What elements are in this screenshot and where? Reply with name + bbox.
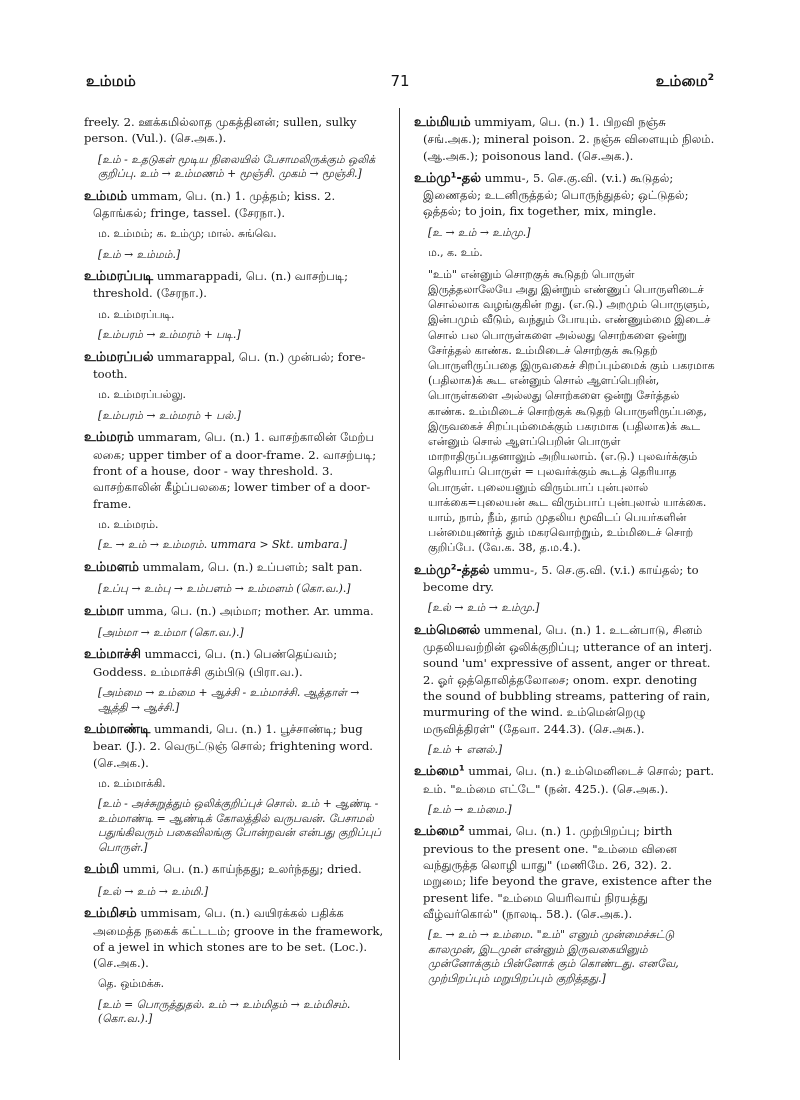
dictionary-entry	[414, 823, 716, 922]
entry-headword: உம்மு²-த்தல்	[414, 562, 490, 578]
dictionary-entry	[84, 603, 386, 620]
entry-headword: உம்மரப்பல்	[84, 349, 154, 365]
entry-definition: ummiyam, பெ. (n.) 1. பிறவி நஞ்சு (சங்.அக.); mineral poison. 2. நஞ்சு விளையும் நிலம். (ஆ.அக.); poisonous land. (செ.அக.).	[423, 115, 715, 163]
entry-definition: ummarappadi, பெ. (n.) வாசற்படி; threshold. (சேரநா.).	[93, 269, 349, 301]
etymology-note: [உம் - உதடுகள் மூடிய நிலையில் பேசாமலிருக்கும் ஒலிக் குறிப்பு. உம் → உம்மணம் + மூஞ்சி. முகம் → மூஞ்சி.]	[98, 152, 376, 181]
etymology-note: [உப்பு → உம்பு → உம்பளம் → உம்மளம் (கொ.வ.).]	[98, 582, 351, 596]
cognate-note: ம. உம்மரப்படி.	[98, 307, 175, 321]
entry-headword: உம்மெனல்	[414, 622, 481, 638]
etymology-note: [உ → உம் → உம்மரம். ummara > Skt. umbara.]	[98, 538, 347, 552]
etymology-note: [உ → உம் → உம்மு.]	[428, 225, 531, 239]
etymology-note: [உம் → உம்மை.]	[428, 802, 512, 816]
header-left-word: உம்மம்	[86, 72, 136, 90]
cognate-note: ம. உம்மாக்கி.	[98, 776, 166, 790]
etymology-note: [உம் - அச்சுறுத்தும் ஒலிக்குறிப்புச் சொல். உம் + ஆண்டி - உம்மாண்டி = ஆண்டிக் கோலத்தில் வருபவன். பேசாமல் பதுங்கிவரும் பகைவிலங்கு போன்றவன் என்பது குறிப்புப் பொருள்.]	[98, 797, 382, 854]
entry-headword: உம்மிசம்	[84, 906, 137, 922]
dictionary-entry	[84, 646, 386, 680]
dictionary-entry	[84, 905, 386, 971]
entry-definition: ummai, பெ. (n.) உம்மெனிடைச் சொல்; part. உம். "உம்மை எட்டே" (நன். 425.). (செ.அக.).	[423, 764, 715, 796]
entry-continuation: freely. 2. ஊக்கமில்லாத முகத்தினன்; sullen, sulky person. (Vul.). (செ.அக.).	[84, 115, 357, 146]
entry-definition: ummenal, பெ. (n.) 1. உடன்பாடு, சினம் முதலியவற்றின் ஒலிக்குறிப்பு; utterance of an interj. sound 'um' expressive of assent, anger or threat. 2. ஓர் ஒத்தொலித்தலோசை; onom. expr. denoting the sound of bubbling streams, pattering of rain, murmuring of the wind. உம்மென்றெழு மருவித்திரள்" (தேவா. 244.3). (செ.அக.).	[423, 622, 713, 736]
header-right-word	[656, 72, 714, 92]
dictionary-entry	[84, 861, 386, 878]
entry-headword: உம்மியம்	[414, 115, 471, 130]
header-right-sup: 2	[707, 73, 714, 83]
etymology-note: [உம் = பொருத்துதல். உம் → உம்மிதம் → உம்மிசம். (கொ.வ.).]	[98, 997, 351, 1026]
etymology-note: [உல் → உம் → உம்மு.]	[428, 601, 540, 615]
usage-paragraph: "உம்" என்னும் சொறகுக் கூடுதற் பொருள் இருத்தலாலேயே அது இன்றும் எண்ணுப் பொருளிடைச் சொல்லாக வழங்குகின் றது. (எ.டு.) அறமும் பொருளும், இன்பமும் வீடும், வந்தும் போயும். எண்ணும்மை இடைச் சொல் பல பொருள்களை அல்லது சொற்களை ஒன்று சேர்த்தல் காண்க. உம்மிடைச் சொற்குக் கூடுதற் பொருளிருப்பதை இருவகைச் சிறப்பும்மைக் கும் பகரமாக (பதிலாக)க் கூட என்னும் சொல் ஆளப்பெறின், பொருள்களை அல்லது சொற்களை ஒன்று சேர்த்தல் காண்க. உம்மிடைச் சொற்குக் கூடுதற் பொருளிருப்பதை, இருவகைச் சிறப்பும்மைக்கும் பகரமாக (பதிலாக)க் கூட என்னும் சொல் ஆளப்பெறின் பொருள் மாறாதிருப்பதனாலும் அறியலாம். (எ.டு.) புலவர்க்கும் தெரியாப் பொருள் = புலவர்க்கும் கூடத் தெரியாத பொருள். புலையனும் விரும்பாப் புன்புலால் யாக்கை=புலையன் கூட விரும்பாப் புன்புலால் யாக்கை. யாம், நாம், நீம், தாம் முதலிய மூவிடப் பெயர்களின் பன்மையுணர்த் தும் மகரவொற்றும், உம்மிடைச் சொற் குறிப்பே. (வே.க. 38, த.ம.4.).	[428, 267, 715, 555]
entry-definition: umma, பெ. (n.) அம்மா; mother. Ar. umma.	[123, 603, 374, 618]
entry-definition: ummisam, பெ. (n.) வயிரக்கல் பதிக்க அமைத்த நகைக் கட்டடம்; groove in the framework, of a jewel in which stones are to be set. (Loc.). (செ.அக.).	[93, 906, 384, 971]
entry-headword: உம்மாண்டி	[84, 722, 151, 738]
etymology-note: [உம்பரம் → உம்மரம் + படி.]	[98, 328, 241, 342]
dictionary-entry	[84, 721, 386, 771]
cognate-note: தெ. ஒம்மக்சு.	[98, 977, 165, 991]
entry-definition: ummalam, பெ. (n.) உப்பளம்; salt pan.	[138, 559, 363, 574]
entry-headword: உம்மாச்சி	[84, 647, 141, 663]
etymology-note: [உ → உம் → உம்மை. "உம்" எனும் முன்மைச்சுட்டு காலமுன், இடமுன் என்னும் இருவகையினும் முன்னோக்கும் பின்னோக் கும் கொண்டது. எனவே, முற்பிறப்பும் மறுபிறப்பும் குறித்தது.]	[428, 928, 679, 985]
entry-headword: உம்மை²	[414, 824, 465, 840]
entry-headword: உம்மை¹	[414, 764, 465, 780]
dictionary-entry	[84, 188, 386, 222]
entry-headword: உம்மா	[84, 603, 124, 619]
cognate-note: ம. உம்மம்; க. உம்மு; மால். சுங்வெ.	[98, 227, 277, 241]
header-right-word-text: உம்மை	[655, 72, 708, 90]
cognate-note: ம. உம்மரம்.	[98, 517, 159, 531]
etymology-note: [அம்மா → உம்மா (கொ.வ.).]	[98, 625, 244, 639]
etymology-note: [உம் → உம்மம்.]	[98, 247, 181, 261]
etymology-note: [அம்மை → உம்மை + ஆச்சி - உம்மாச்சி. ஆத்தாள் → ஆத்தி → ஆச்சி.]	[98, 686, 360, 714]
etymology-note: [உம்பரம் → உம்மரம் + பல்.]	[98, 408, 241, 422]
entry-definition: ummu-, 5. செ.கு.வி. (v.i.) காய்தல்; to become dry.	[423, 562, 699, 594]
entry-definition: ummi, பெ. (n.) காய்ந்தது; உலர்ந்தது; dried.	[119, 862, 362, 877]
dictionary-entry	[414, 622, 716, 737]
entry-definition: ummandi, பெ. (n.) 1. பூச்சாண்டி; bug bear. (J.). 2. வெருட்டுஞ் சொல்; frightening word. (செ.அக.).	[93, 722, 373, 770]
entry-definition: ummu-, 5. செ.கு.வி. (v.i.) கூடுதல்; இணைதல்; உடனிருத்தல்; பொருந்துதல்; ஒட்டுதல்; ஒத்தல்; to join, fix together, mix, mingle.	[423, 170, 689, 219]
entry-headword: உம்மு¹-தல்	[414, 170, 482, 186]
right-column	[414, 114, 716, 992]
dictionary-entry	[84, 429, 386, 511]
column-divider	[399, 108, 400, 1060]
entry-definition: ummai, பெ. (n.) 1. முற்பிறப்பு; birth previous to the present one. "உம்மை வினை வந்துருத்த லொழி யாது" (மணிமே. 26, 32). 2. மறுமை; life beyond the grave, existence after the present life. "உம்மை யெரிவாய் நிரயத்து வீழ்வர்கொல்" (நாலடி. 58.). (செ.அக.).	[423, 824, 712, 921]
dictionary-entry	[84, 268, 386, 302]
entry-definition: ummacci, பெ. (n.) பெண்தெய்வம்; Goddess. உம்மாச்சி கும்பிடு (பிரா.வ.).	[93, 647, 338, 679]
entry-definition: ummaram, பெ. (n.) 1. வாசற்காலின் மேற்ப லகை; upper timber of a door-frame. 2. வாசற்படி; front of a house, door - way threshold. 3. வாசற்காலின் கீழ்ப்பலகை; lower timber of a door-frame.	[93, 430, 377, 511]
left-column	[84, 114, 386, 1033]
dictionary-entry	[414, 562, 716, 596]
entry-headword: உம்மளம்	[84, 559, 139, 575]
entry-headword: உம்மரப்படி	[84, 269, 154, 285]
page-number: 71	[390, 72, 410, 90]
entry-headword: உம்மி	[84, 862, 120, 878]
entry-definition: ummam, பெ. (n.) 1. முத்தம்; kiss. 2. தொங்கல்; fringe, tassel. (சேரநா.).	[93, 188, 336, 220]
dictionary-entry	[414, 763, 716, 797]
cognate-note: ம., க. உம்.	[428, 246, 483, 260]
etymology-note: [உம் + எனல்.]	[428, 742, 503, 756]
dictionary-entry	[414, 170, 716, 220]
dictionary-entry	[84, 559, 386, 576]
page-header	[86, 72, 714, 94]
cognate-note: ம. உம்மரப்பல்லு.	[98, 388, 186, 402]
dictionary-entry	[414, 114, 716, 164]
etymology-note: [உல் → உம் → உம்மி.]	[98, 884, 209, 898]
dictionary-entry	[84, 349, 386, 383]
entry-definition: ummarappal, பெ. (n.) முன்பல்; fore-tooth.	[93, 349, 366, 382]
entry-headword: உம்மரம்	[84, 430, 134, 446]
entry-headword: உம்மம்	[84, 188, 128, 204]
